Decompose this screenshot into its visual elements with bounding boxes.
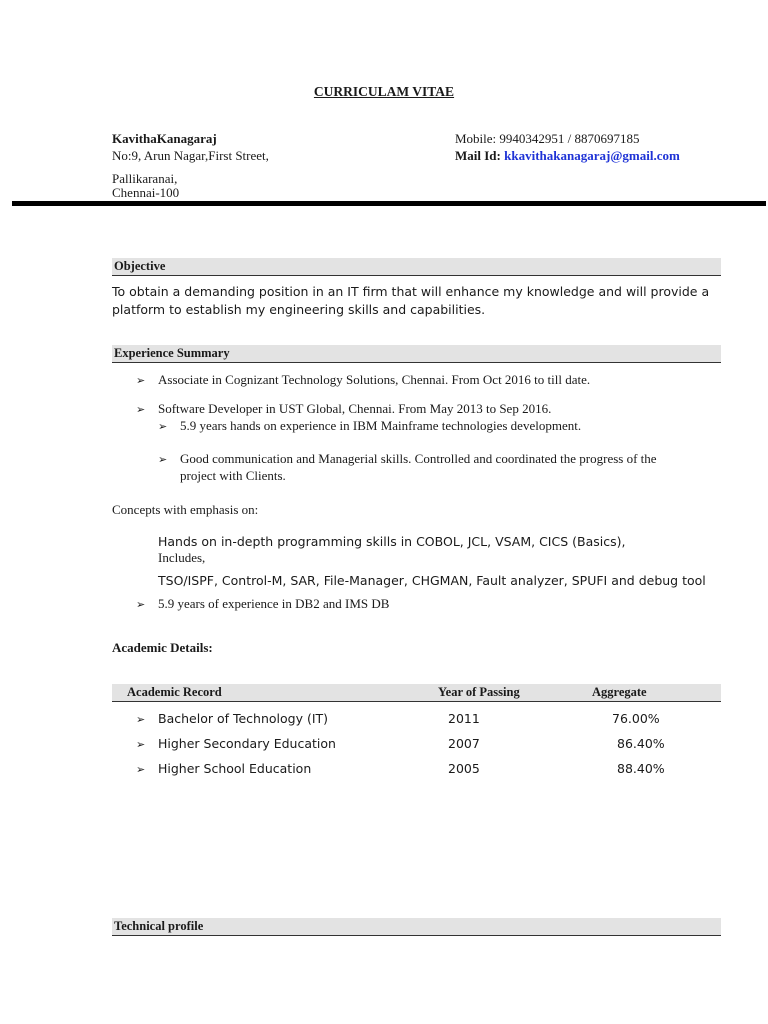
academic-record: Bachelor of Technology (IT) xyxy=(158,711,329,726)
mobile-number: Mobile: 9940342951 / 8870697185 xyxy=(455,131,640,146)
concepts-heading: Concepts with emphasis on: xyxy=(112,502,259,517)
objective-line-1: To obtain a demanding position in an IT firm that will enhance my knowledge and will provide a xyxy=(112,284,710,299)
arrow-bullet-icon: ➢ xyxy=(158,454,168,466)
mail-row xyxy=(455,148,680,164)
academic-heading: Academic Details: xyxy=(112,640,213,655)
address-line-1: No:9, Arun Nagar,First Street, xyxy=(112,148,269,163)
experience-subitem-text: Good communication and Managerial skills. Controlled and coordinated the progress of the xyxy=(180,451,657,466)
header-divider xyxy=(12,201,766,206)
arrow-bullet-icon: ➢ xyxy=(136,404,146,416)
experience-subitem-text: 5.9 years hands on experience in IBM Mainframe technologies development. xyxy=(180,418,582,433)
academic-year: 2011 xyxy=(448,711,480,726)
experience-item-text: 5.9 years of experience in DB2 and IMS DB xyxy=(158,596,390,611)
objective-line-2: platform to establish my engineering skills and capabilities. xyxy=(112,302,486,317)
hands-on-line-1: Hands on in-depth programming skills in COBOL, JCL, VSAM, CICS (Basics), xyxy=(158,534,626,549)
experience-item-text: Associate in Cognizant Technology Solutions, Chennai. From Oct 2016 to till date. xyxy=(158,372,591,387)
academic-aggregate: 88.40% xyxy=(617,761,665,776)
experience-section-header xyxy=(112,345,721,363)
column-header-year: Year of Passing xyxy=(438,685,520,699)
academic-year: 2007 xyxy=(448,736,480,751)
column-header-aggregate: Aggregate xyxy=(592,685,647,699)
academic-year: 2005 xyxy=(448,761,480,776)
objective-section-header xyxy=(112,258,721,276)
experience-subitem xyxy=(158,451,657,467)
experience-subitem xyxy=(158,418,581,434)
table-row xyxy=(136,761,311,776)
experience-subitem-continuation: project with Clients. xyxy=(180,468,286,483)
academic-aggregate: 76.00% xyxy=(612,711,660,726)
tools-line: TSO/ISPF, Control-M, SAR, File-Manager, CHGMAN, Fault analyzer, SPUFI and debug tool xyxy=(158,573,706,588)
experience-heading: Experience Summary xyxy=(114,346,230,360)
experience-item xyxy=(136,372,590,388)
arrow-bullet-icon: ➢ xyxy=(136,763,146,776)
academic-table-header xyxy=(112,684,721,702)
objective-heading: Objective xyxy=(114,259,166,273)
academic-aggregate: 86.40% xyxy=(617,736,665,751)
table-row xyxy=(136,711,328,726)
arrow-bullet-icon: ➢ xyxy=(158,421,168,433)
table-row xyxy=(136,736,336,751)
address-line-2: Pallikaranai, xyxy=(112,171,178,186)
email-link[interactable]: kkavithakanagaraj@gmail.com xyxy=(504,148,680,163)
address-line-3: Chennai-100 xyxy=(112,185,180,200)
academic-record: Higher Secondary Education xyxy=(158,736,336,751)
arrow-bullet-icon: ➢ xyxy=(136,375,146,387)
candidate-name: KavithaKanagaraj xyxy=(112,131,217,146)
hands-on-line-2: Includes, xyxy=(158,550,206,565)
technical-heading: Technical profile xyxy=(114,919,204,933)
arrow-bullet-icon: ➢ xyxy=(136,738,146,751)
academic-record: Higher School Education xyxy=(158,761,312,776)
experience-item xyxy=(136,596,389,612)
title-text: CURRICULAM VITAE xyxy=(313,84,455,99)
mail-label: Mail Id: xyxy=(455,148,501,163)
experience-item xyxy=(136,401,551,417)
technical-section-header xyxy=(112,918,721,936)
column-header-record: Academic Record xyxy=(127,685,222,699)
arrow-bullet-icon: ➢ xyxy=(136,599,146,611)
arrow-bullet-icon: ➢ xyxy=(136,713,146,726)
document-title xyxy=(0,84,768,100)
experience-item-text: Software Developer in UST Global, Chennai. From May 2013 to Sep 2016. xyxy=(158,401,552,416)
